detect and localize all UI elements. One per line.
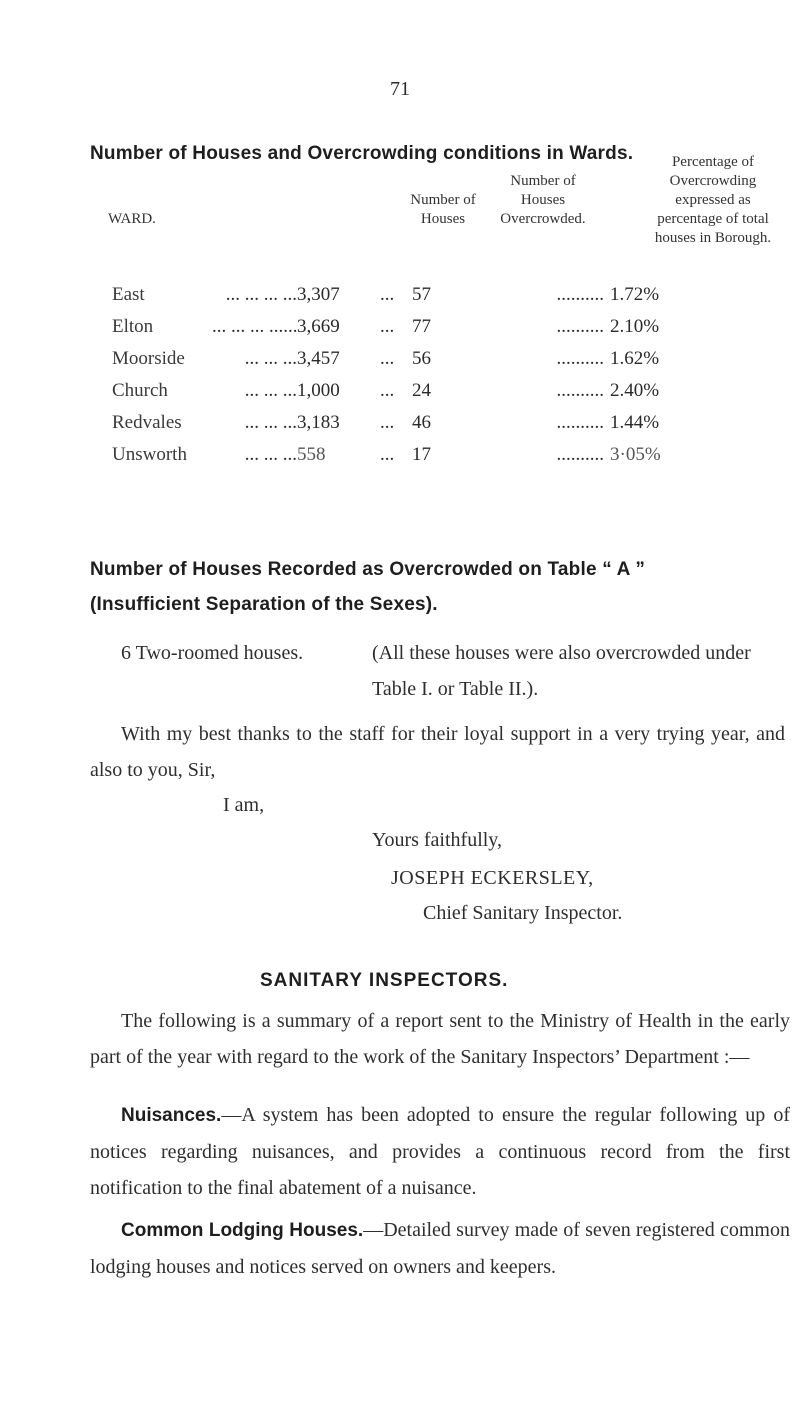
houses-count: 3,307 (297, 284, 340, 305)
overcrowded-count: 56 (412, 348, 431, 369)
ward-name: Elton (112, 316, 154, 337)
closing-i-am: I am, (223, 794, 265, 816)
leader-dots: ... ... ... ...... (212, 316, 298, 337)
leader-dots: ... ... ... ... (225, 284, 297, 305)
nuisances-paragraph (90, 1097, 790, 1206)
ward-name: East (112, 284, 145, 305)
nuisances-text: —A system has been adopted to ensure the regular following up of notices regarding nuisances, and provides a continuous record from the first notification to the final abatement of a nuisance. (90, 1104, 790, 1199)
overcrowding-percentage: 1.62% (610, 348, 660, 369)
table-row (112, 348, 800, 376)
overcrowded-note: (All these houses were also overcrowded under Table I. or Table II.). (372, 642, 751, 700)
houses-count: 3,669 (297, 316, 340, 337)
table-a-subheading: (Insufficient Separation of the Sexes). (90, 594, 438, 615)
column-header-percentage: Percentage of Overcrowding expressed as percentage of total houses in Borough. (654, 154, 772, 246)
ward-name: Redvales (112, 412, 182, 433)
houses-count: 3,457 (297, 348, 340, 369)
page-number: 71 (390, 78, 410, 100)
column-header-houses: Number of Houses (410, 192, 476, 227)
table-row (112, 284, 800, 312)
lodging-houses-heading: Common Lodging Houses. (121, 1220, 364, 1241)
overcrowded-count: 46 (412, 412, 431, 433)
sanitary-intro-paragraph: The following is a summary of a report sent to the Ministry of Health in the early part of the year with regard to the work of the Sanitary Inspectors’ Department :— (90, 1010, 790, 1068)
leader-dots: .......... (556, 444, 604, 465)
table-a-heading: Number of Houses Recorded as Overcrowded on Table “ A ” (90, 559, 646, 580)
houses-count: 3,183 (297, 412, 340, 433)
houses-count: 558 (297, 444, 326, 465)
leader-dots: ... (380, 316, 395, 337)
signatory-name: JOSEPH ECKERSLEY, (391, 867, 594, 889)
leader-dots: ... (380, 348, 395, 369)
leader-dots: ... (380, 284, 395, 305)
table-row (112, 380, 800, 408)
overcrowding-percentage: 1.72% (610, 284, 660, 305)
leader-dots: ... ... ... (244, 444, 297, 465)
overcrowding-percentage: 3·05% (610, 444, 661, 465)
ward-name: Church (112, 380, 168, 401)
two-roomed-houses-count: 6 Two-roomed houses. (121, 642, 304, 664)
sanitary-inspectors-heading: SANITARY INSPECTORS. (260, 970, 509, 991)
leader-dots: ... ... ... (244, 348, 297, 369)
column-header-overcrowded: Number of Houses Overcrowded. (500, 173, 586, 227)
closing-yours: Yours faithfully, (372, 829, 503, 851)
overcrowded-count: 57 (412, 284, 431, 305)
leader-dots: ... ... ... (244, 412, 297, 433)
overcrowding-percentage: 2.10% (610, 316, 660, 337)
leader-dots: ... ... ... (244, 380, 297, 401)
ward-name: Unsworth (112, 444, 187, 465)
leader-dots: ... (380, 380, 395, 401)
leader-dots: .......... (556, 348, 604, 369)
nuisances-heading: Nuisances. (121, 1105, 222, 1126)
signatory-title: Chief Sanitary Inspector. (423, 902, 623, 924)
table-row (112, 316, 800, 344)
overcrowded-count: 17 (412, 444, 431, 465)
lodging-houses-paragraph (90, 1212, 790, 1285)
table-row (112, 412, 800, 440)
leader-dots: .......... (556, 412, 604, 433)
ward-table-heading: Number of Houses and Overcrowding conditions in Wards. (90, 143, 634, 164)
table-row (112, 444, 800, 472)
leader-dots: .......... (556, 380, 604, 401)
leader-dots: ... (380, 412, 395, 433)
leader-dots: .......... (556, 284, 604, 305)
houses-count: 1,000 (297, 380, 340, 401)
column-header-ward: WARD. (108, 211, 156, 227)
closing-paragraph: With my best thanks to the staff for their loyal support in a very trying year, and also to you, Sir, (90, 723, 785, 781)
overcrowding-percentage: 2.40% (610, 380, 660, 401)
leader-dots: ... (380, 444, 395, 465)
overcrowding-percentage: 1.44% (610, 412, 660, 433)
leader-dots: .......... (556, 316, 604, 337)
overcrowded-count: 24 (412, 380, 431, 401)
ward-name: Moorside (112, 348, 185, 369)
lodging-houses-text: —Detailed survey made of seven registered common lodging houses and notices served on owners and keepers. (90, 1219, 790, 1278)
overcrowded-count: 77 (412, 316, 431, 337)
